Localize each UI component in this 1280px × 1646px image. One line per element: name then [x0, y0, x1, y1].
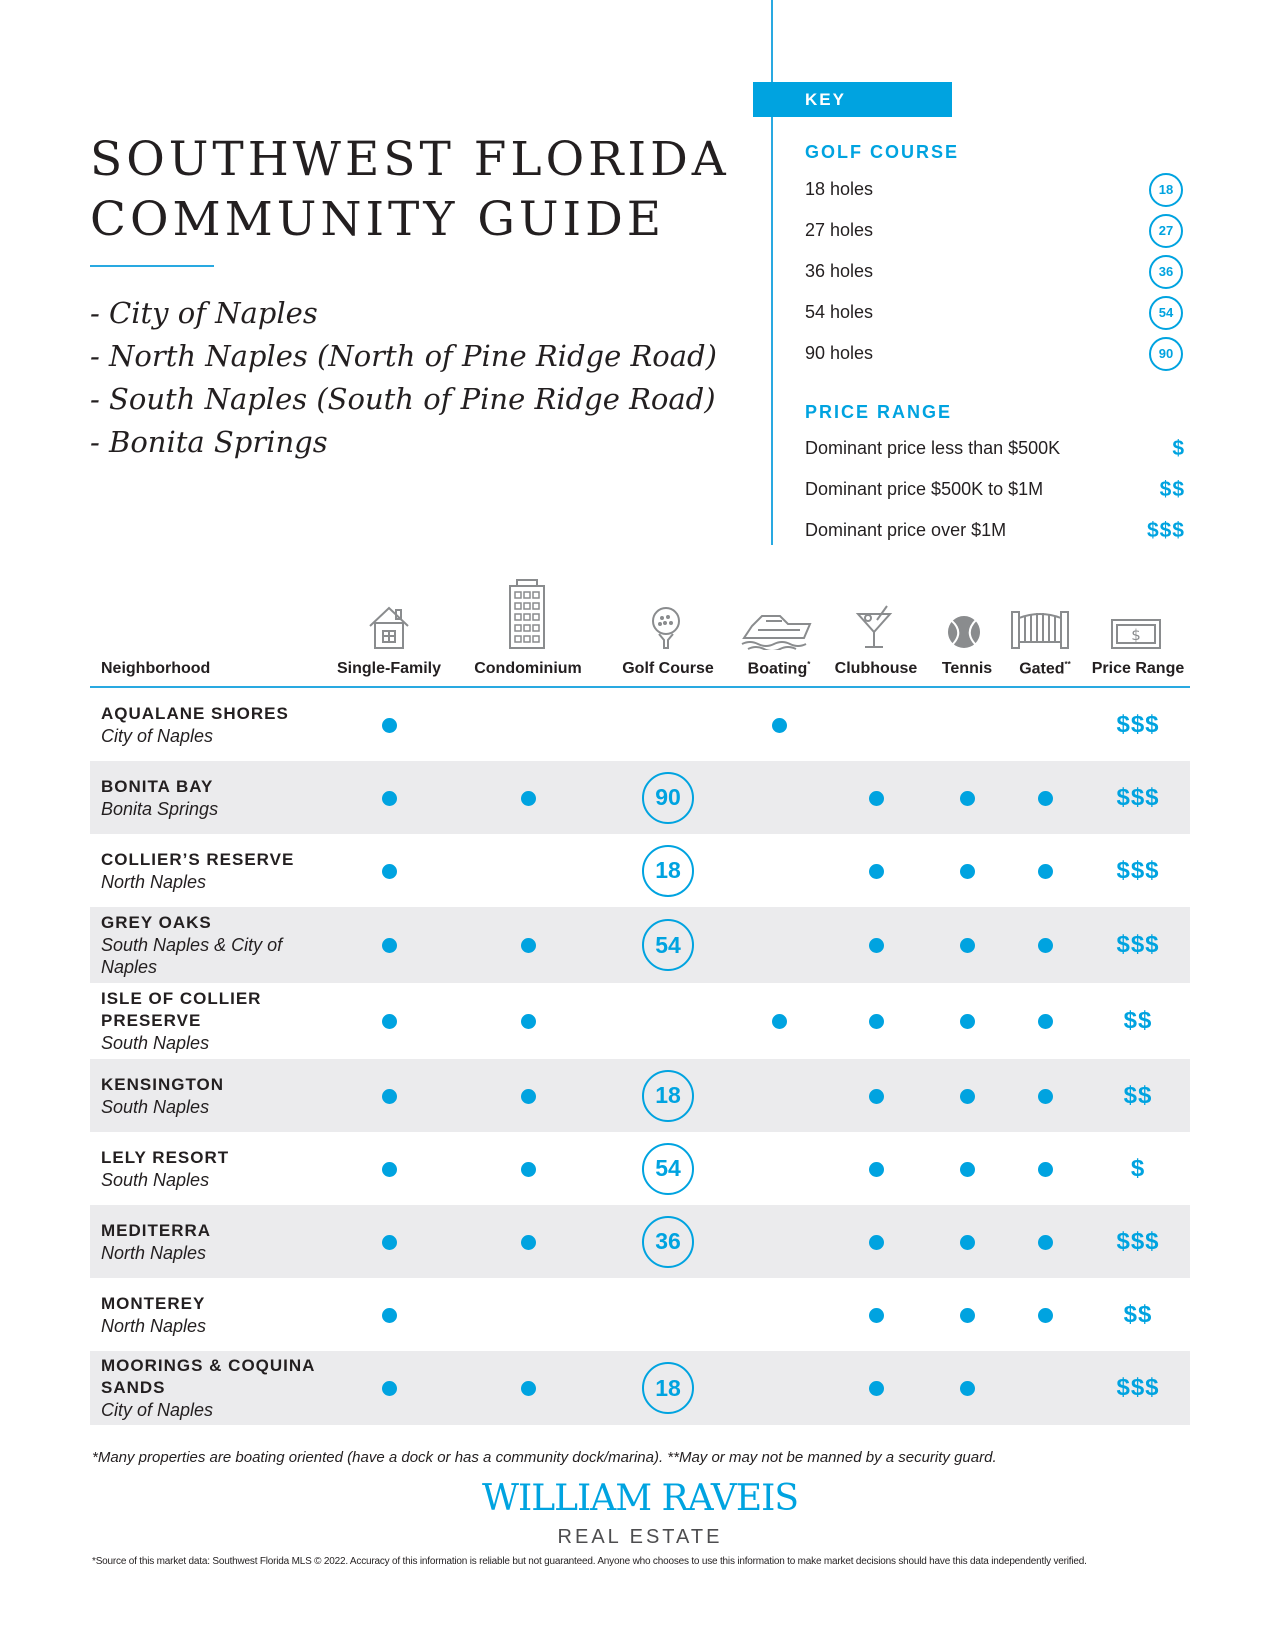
column-header-boating [748, 660, 811, 678]
golf-key-badge: 27 [1149, 214, 1183, 248]
neighborhood-cell [101, 1293, 331, 1337]
price-key-symbol: $ [1172, 436, 1185, 460]
column-header-single-family: Single-Family [336, 660, 442, 677]
golf-key-label: 54 holes [805, 302, 874, 322]
golf-course-key-heading: GOLF COURSE [805, 142, 960, 162]
gated-dot [1038, 1162, 1053, 1177]
gated-label: Gated [1019, 660, 1065, 678]
area-item: - North Naples (North of Pine Ridge Road) [90, 339, 717, 373]
condo-building-icon [507, 578, 547, 650]
neighborhood-location: South Naples [101, 1096, 210, 1117]
area-item: - City of Naples [90, 296, 318, 330]
single-family-dot [382, 1381, 397, 1396]
condominium-dot [521, 791, 536, 806]
table-row [90, 1351, 1190, 1425]
neighborhood-cell [101, 912, 331, 978]
header-divider [90, 686, 1190, 688]
condominium-dot [521, 1381, 536, 1396]
clubhouse-dot [869, 1162, 884, 1177]
neighborhood-cell [101, 988, 331, 1054]
price-key-row [805, 428, 1185, 469]
single-family-dot [382, 864, 397, 879]
golf-holes-badge: 54 [642, 919, 694, 971]
golf-key-row [805, 210, 1185, 251]
price-key-symbol: $$ [1159, 477, 1185, 501]
golf-key-badge: 90 [1149, 337, 1183, 371]
area-item: - South Naples (South of Pine Ridge Road) [90, 382, 716, 416]
golf-key-badge: 54 [1149, 296, 1183, 330]
price-range-key-heading: PRICE RANGE [805, 402, 953, 422]
gated-dot [1038, 1014, 1053, 1029]
page-title [90, 130, 730, 250]
gate-icon [1010, 608, 1070, 650]
column-header-golf-course: Golf Course [622, 660, 714, 677]
neighborhood-cell [101, 1147, 331, 1191]
golf-key-row [805, 251, 1185, 292]
title-divider [90, 265, 214, 267]
price-range-value: $$$ [1116, 1227, 1160, 1255]
golf-holes-badge: 18 [642, 1070, 694, 1122]
golf-holes-badge: 36 [642, 1216, 694, 1268]
source-disclaimer: *Source of this market data: Southwest Florida MLS © 2022. Accuracy of this information is reliable but not guaranteed. Anyone who chooses to use this information to make market decisions should have this data independently verified. [92, 1556, 1087, 1567]
column-header-price-range: Price Range [1091, 660, 1185, 677]
tennis-dot [960, 1089, 975, 1104]
golf-ball-icon [650, 606, 682, 650]
table-row [90, 689, 1190, 761]
tennis-dot [960, 1235, 975, 1250]
golf-key-row [805, 292, 1185, 333]
golf-key-label: 18 holes [805, 179, 874, 199]
clubhouse-dot [869, 864, 884, 879]
clubhouse-dot [869, 791, 884, 806]
table-row [90, 1059, 1190, 1132]
condominium-dot [521, 1014, 536, 1029]
condominium-dot [521, 1089, 536, 1104]
golf-key-row [805, 333, 1185, 374]
neighborhood-name: AQUALANE SHORES [101, 704, 289, 723]
gated-dot [1038, 864, 1053, 879]
price-key-label: Dominant price over $1M [805, 520, 1007, 540]
golf-key-row [805, 169, 1185, 210]
clubhouse-dot [869, 1014, 884, 1029]
clubhouse-dot [869, 1089, 884, 1104]
single-family-dot [382, 1162, 397, 1177]
price-range-value: $$ [1123, 1300, 1153, 1328]
area-list [90, 292, 717, 464]
neighborhood-cell [101, 776, 331, 820]
table-row [90, 1205, 1190, 1278]
neighborhood-name: MEDITERRA [101, 1220, 212, 1240]
golf-holes-badge: 18 [642, 1362, 694, 1414]
neighborhood-cell [101, 1355, 331, 1421]
price-range-value: $$$ [1116, 711, 1160, 738]
house-icon [367, 604, 411, 650]
single-family-dot [382, 1235, 397, 1250]
column-header-condominium: Condominium [474, 660, 582, 677]
price-key-row [805, 510, 1185, 551]
golf-key-badge: 18 [1149, 173, 1183, 207]
price-range-value: $$ [1123, 1081, 1153, 1109]
golf-key-label: 27 holes [805, 220, 874, 240]
neighborhood-name: GREY OAKS [101, 913, 212, 932]
dollar-bill-icon [1110, 618, 1162, 650]
golf-key-label: 36 holes [805, 261, 874, 281]
tennis-dot [960, 1162, 975, 1177]
golf-key-badge: 36 [1149, 255, 1183, 289]
price-key-label: Dominant price less than $500K [805, 438, 1061, 458]
gated-dot [1038, 791, 1053, 806]
single-family-dot [382, 718, 397, 733]
price-range-value: $$$ [1116, 783, 1160, 811]
footnote: *Many properties are boating oriented (have a dock or has a community dock/marina). **May or may not be manned by a security guard. [92, 1449, 997, 1466]
gated-dot [1038, 1235, 1053, 1250]
price-key-symbol: $$$ [1146, 518, 1185, 542]
tennis-ball-icon [946, 614, 982, 650]
table-row [90, 761, 1190, 834]
gated-dot [1038, 1089, 1053, 1104]
neighborhood-name: COLLIER’S RESERVE [101, 849, 295, 869]
boat-icon [740, 612, 812, 650]
area-item: - Bonita Springs [90, 425, 328, 459]
brand-logo: WILLIAM RAVEIS [481, 1478, 799, 1519]
gated-footnote-mark: ** [1064, 660, 1071, 669]
golf-course-key-list [805, 169, 1185, 374]
gated-dot [1038, 1308, 1053, 1323]
price-range-key-list [805, 428, 1185, 551]
svg-text:$: $ [1131, 626, 1141, 644]
neighborhood-location: South Naples & City of Naples [101, 935, 283, 977]
table-row [90, 1278, 1190, 1351]
neighborhood-cell [101, 1074, 331, 1118]
tennis-dot [960, 938, 975, 953]
column-header-neighborhood: Neighborhood [101, 660, 211, 677]
table-row [90, 834, 1190, 907]
column-header-gated [1019, 660, 1071, 678]
single-family-dot [382, 791, 397, 806]
neighborhood-location: Bonita Springs [101, 798, 219, 819]
price-range-value: $$$ [1116, 1374, 1160, 1401]
cocktail-glass-icon [855, 604, 893, 650]
condominium-dot [521, 1162, 536, 1177]
price-key-row [805, 469, 1185, 510]
tennis-dot [960, 1308, 975, 1323]
neighborhood-location: City of Naples [101, 1400, 214, 1420]
neighborhood-name: MOORINGS & COQUINA SANDS [101, 1356, 315, 1397]
neighborhood-name: LELY RESORT [101, 1147, 230, 1167]
neighborhood-location: City of Naples [101, 726, 214, 746]
tennis-dot [960, 864, 975, 879]
condominium-dot [521, 1235, 536, 1250]
tennis-dot [960, 791, 975, 806]
neighborhood-location: North Naples [101, 1242, 207, 1263]
table-row [90, 983, 1190, 1059]
clubhouse-dot [869, 1235, 884, 1250]
neighborhood-name: ISLE OF COLLIER PRESERVE [101, 989, 262, 1030]
golf-key-label: 90 holes [805, 343, 874, 363]
neighborhood-name: KENSINGTON [101, 1074, 225, 1094]
single-family-dot [382, 1308, 397, 1323]
single-family-dot [382, 1014, 397, 1029]
column-header-tennis: Tennis [941, 660, 993, 677]
key-tab: KEY [753, 82, 952, 117]
clubhouse-dot [869, 1381, 884, 1396]
boating-label: Boating [747, 660, 808, 678]
price-range-value: $$ [1123, 1007, 1153, 1034]
clubhouse-dot [869, 938, 884, 953]
neighborhood-name: BONITA BAY [101, 776, 214, 796]
title-line-1: SOUTHWEST FLORIDA [90, 132, 730, 187]
golf-holes-badge: 90 [642, 772, 694, 824]
gated-dot [1038, 938, 1053, 953]
neighborhood-cell [101, 703, 331, 747]
boating-footnote-mark: * [807, 660, 811, 669]
brand-logo-subtitle: REAL ESTATE [557, 1526, 723, 1548]
golf-holes-badge: 18 [642, 845, 694, 897]
boating-dot [772, 718, 787, 733]
price-range-value: $$$ [1116, 931, 1160, 958]
price-range-value: $ [1130, 1154, 1146, 1182]
neighborhood-location: South Naples [101, 1033, 210, 1053]
table-row [90, 907, 1190, 983]
table-row [90, 1132, 1190, 1205]
single-family-dot [382, 938, 397, 953]
tennis-dot [960, 1014, 975, 1029]
neighborhood-cell [101, 1220, 331, 1264]
golf-holes-badge: 54 [642, 1143, 694, 1195]
clubhouse-dot [869, 1308, 884, 1323]
neighborhood-location: North Naples [101, 871, 207, 892]
tennis-dot [960, 1381, 975, 1396]
single-family-dot [382, 1089, 397, 1104]
price-key-label: Dominant price $500K to $1M [805, 479, 1044, 499]
neighborhood-cell [101, 849, 331, 893]
title-line-2: COMMUNITY GUIDE [90, 192, 666, 247]
neighborhood-name: MONTEREY [101, 1293, 206, 1313]
price-range-value: $$$ [1116, 856, 1160, 884]
condominium-dot [521, 938, 536, 953]
neighborhood-location: North Naples [101, 1315, 207, 1336]
boating-dot [772, 1014, 787, 1029]
neighborhood-location: South Naples [101, 1169, 210, 1190]
column-header-clubhouse: Clubhouse [834, 660, 918, 677]
